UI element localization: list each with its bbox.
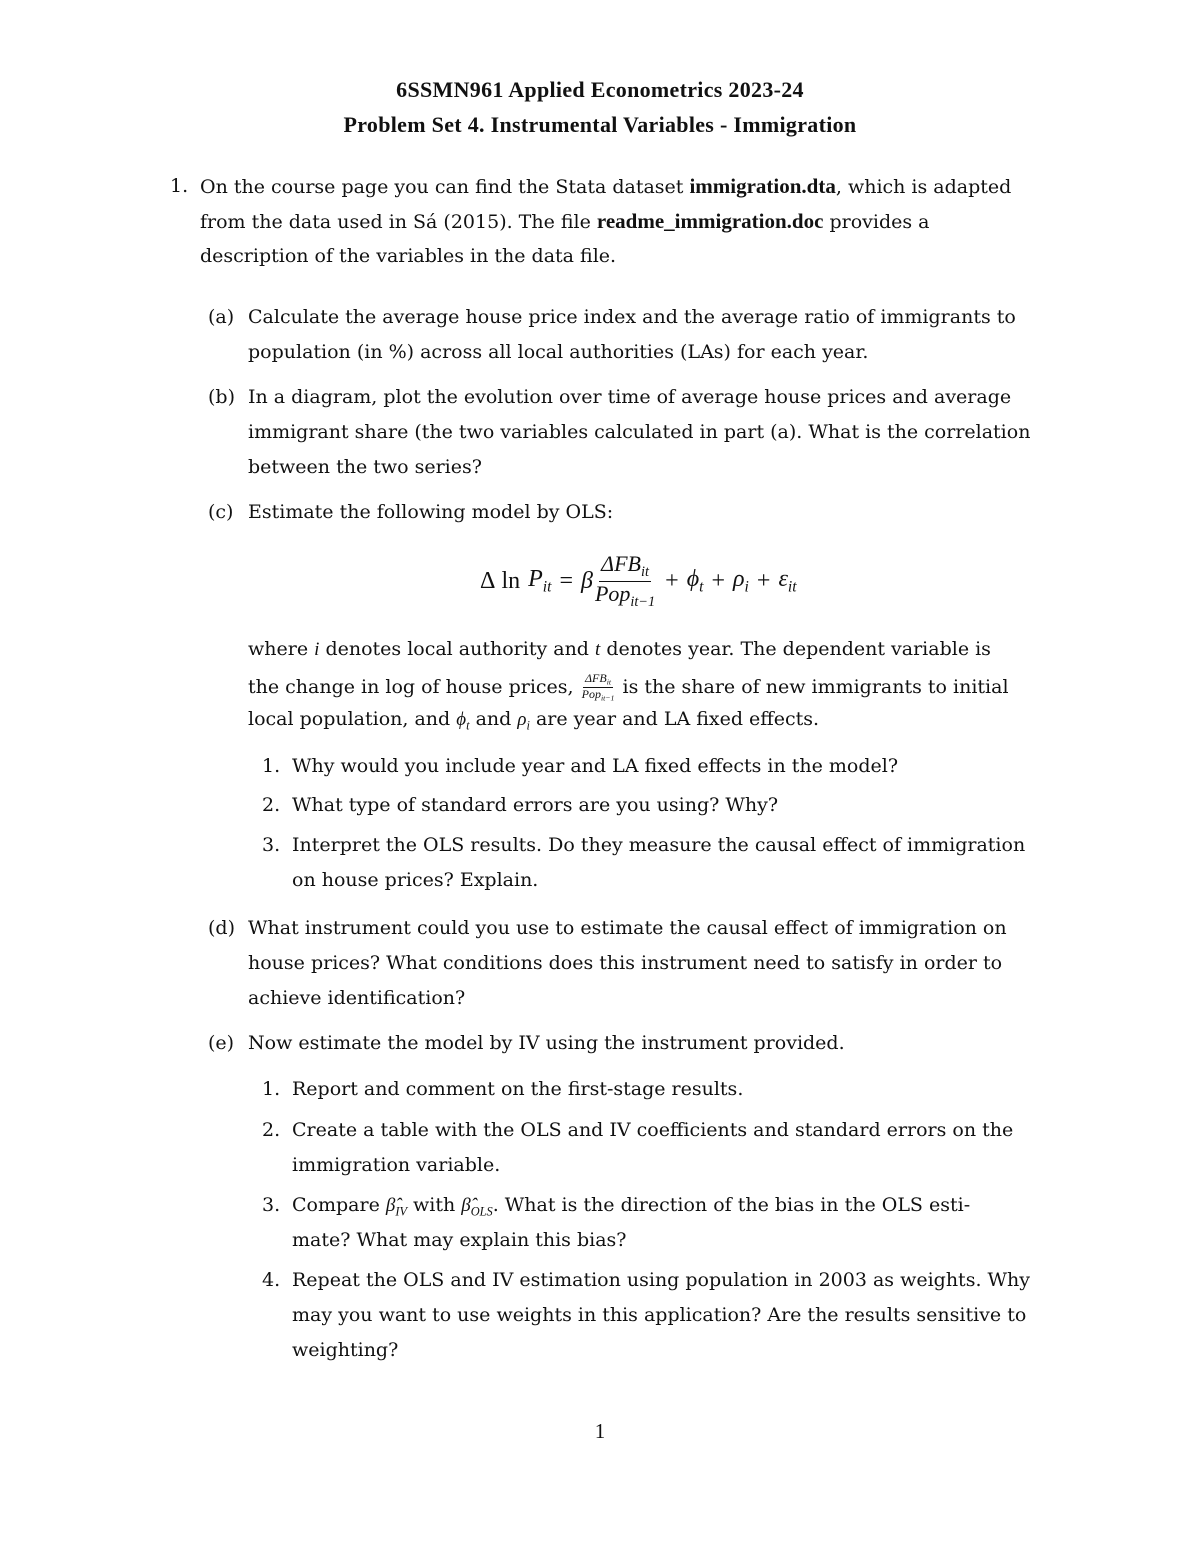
text: where <box>248 638 315 660</box>
eq-sub: it <box>787 578 797 596</box>
eq-sub: t <box>466 718 470 733</box>
rho-i <box>517 709 530 733</box>
eq-beta: β <box>581 567 593 594</box>
question-1-line-1 <box>200 174 1011 199</box>
part-c-where-line-2 <box>248 672 1009 704</box>
inline-fraction <box>580 672 617 704</box>
text: provides a <box>823 211 930 233</box>
eq-plus: + <box>756 567 771 594</box>
eq-sub: i <box>744 578 749 596</box>
inline-den-text: Pop <box>581 687 601 702</box>
c-item-number: 3. <box>262 834 281 856</box>
inline-num <box>583 672 613 688</box>
dataset-filename: immigration.dta <box>689 174 836 198</box>
c-item-1: Why would you include year and LA fixed effects in the model? <box>292 755 899 777</box>
eq-eps-term <box>778 566 796 596</box>
eq-p: P <box>528 565 543 592</box>
var-t: t <box>595 639 601 660</box>
part-b-label: (b) <box>208 386 235 408</box>
e-item-4-line-1: Repeat the OLS and IV estimation using population in 2003 as weights. Why <box>292 1269 1031 1291</box>
phi: ϕ <box>456 709 467 730</box>
beta-hat-ols: $\betâ_{OLS}$ <box>461 1195 493 1219</box>
document-subtitle: Problem Set 4. Instrumental Variables - Immigration <box>343 112 857 137</box>
text: local population, and <box>248 708 457 730</box>
eq-ln: ln <box>501 567 521 594</box>
text: with <box>406 1194 462 1216</box>
eq-sub: it−1 <box>600 694 615 703</box>
rho: ρ <box>517 709 527 730</box>
e-item-number: 1. <box>262 1078 281 1100</box>
text: is the share of new immigrants to initial <box>616 675 1009 698</box>
eq-eps: ε <box>778 565 788 592</box>
part-d-line-2: house prices? What conditions does this instrument need to satisfy in order to <box>248 952 1003 974</box>
e-item-4-line-3: weighting? <box>292 1339 399 1361</box>
part-a-line-2: population (in %) across all local authorities (LAs) for each year. <box>248 341 869 363</box>
part-d-line-1: What instrument could you use to estimate the causal effect of immigration on <box>248 917 1007 939</box>
eq-phi-term <box>687 566 704 596</box>
page-number: 1 <box>594 1419 606 1443</box>
eq-rho: ρ <box>733 565 745 592</box>
e-item-number: 3. <box>262 1194 281 1216</box>
eq-fraction <box>593 552 657 610</box>
part-d-label: (d) <box>208 917 235 939</box>
eq-phi: ϕ <box>686 565 700 592</box>
eq-den-text: Pop <box>594 580 631 606</box>
text: denotes year. The dependent variable is <box>600 638 991 660</box>
part-b-line-2: immigrant share (the two variables calculated in part (a). What is the correlation <box>248 421 1031 443</box>
eq-sub: it <box>542 578 552 596</box>
eq-equals: = <box>559 567 573 594</box>
eq-sub: it <box>606 677 612 687</box>
text: are year and LA fixed effects. <box>529 708 820 730</box>
part-a-line-1: Calculate the average house price index and the average ratio of immigrants to <box>248 306 1016 328</box>
e-item-3-line-1 <box>292 1193 970 1223</box>
eq-sub: i <box>526 718 530 733</box>
text: Compare <box>292 1194 386 1216</box>
part-a-label: (a) <box>208 306 235 328</box>
part-c-where-line-3 <box>248 707 819 737</box>
e-item-2-line-2: immigration variable. <box>292 1154 501 1176</box>
text: and <box>469 708 518 730</box>
c-item-3-line-2: on house prices? Explain. <box>292 869 539 891</box>
eq-num-text: ΔFB <box>601 551 641 576</box>
eq-rho-term <box>733 566 749 596</box>
part-e-line-1: Now estimate the model by IV using the instrument provided. <box>248 1032 845 1054</box>
eq-sub: it <box>640 564 649 580</box>
question-1-line-3: description of the variables in the data file. <box>200 245 617 267</box>
phi-t <box>456 709 470 733</box>
beta-hat-iv: $\betâ_{IV}$ <box>385 1195 407 1219</box>
e-item-3-line-2: mate? What may explain this bias? <box>292 1229 627 1251</box>
text: denotes local authority and <box>319 638 596 660</box>
part-c-label: (c) <box>208 501 234 523</box>
model-equation <box>480 552 797 610</box>
eq-price <box>528 566 551 596</box>
part-d-line-3: achieve identification? <box>248 987 466 1009</box>
eq-sub: IV <box>395 1204 407 1219</box>
e-item-4-line-2: may you want to use weights in this application? Are the results sensitive to <box>292 1304 1027 1326</box>
c-item-2: What type of standard errors are you using? Why? <box>292 794 779 816</box>
inline-num-text: ΔFB <box>585 671 607 685</box>
inline-den <box>580 688 617 703</box>
part-e-label: (e) <box>208 1032 235 1054</box>
part-c-line-1: Estimate the following model by OLS: <box>248 501 614 523</box>
c-item-number: 2. <box>262 794 281 816</box>
c-item-number: 1. <box>262 755 281 777</box>
text: , which is adapted <box>835 176 1012 198</box>
question-1-line-2 <box>200 209 929 234</box>
eq-sub: OLS <box>470 1204 493 1219</box>
text: from the data used in Sá (2015). The file <box>200 211 597 233</box>
var-i: i <box>314 639 320 660</box>
eq-denominator <box>593 582 657 611</box>
part-b-line-3: between the two series? <box>248 456 482 478</box>
e-item-number: 2. <box>262 1119 281 1141</box>
document-title: 6SSMN961 Applied Econometrics 2023-24 <box>396 77 804 102</box>
eq-plus: + <box>665 567 679 594</box>
part-b-line-1: In a diagram, plot the evolution over time of average house prices and average <box>248 386 1012 408</box>
eq-plus: + <box>711 567 726 594</box>
eq-sub: t <box>699 578 704 596</box>
e-item-2-line-1: Create a table with the OLS and IV coefficients and standard errors on the <box>292 1119 1014 1141</box>
e-item-number: 4. <box>262 1269 281 1291</box>
eq-delta: Δ <box>480 567 496 594</box>
eq-numerator <box>599 552 651 582</box>
question-number: 1. <box>170 175 189 197</box>
eq-sub: it−1 <box>630 593 656 610</box>
text: the change in log of house prices, <box>248 675 580 698</box>
readme-filename: readme_immigration.doc <box>596 209 824 233</box>
text: . What is the direction of the bias in the OLS esti- <box>492 1194 971 1216</box>
text: On the course page you can find the Stata dataset <box>200 176 690 198</box>
part-c-where-line-1 <box>248 637 991 662</box>
e-item-1: Report and comment on the first-stage results. <box>292 1078 744 1100</box>
c-item-3-line-1: Interpret the OLS results. Do they measure the causal effect of immigration <box>292 834 1026 856</box>
